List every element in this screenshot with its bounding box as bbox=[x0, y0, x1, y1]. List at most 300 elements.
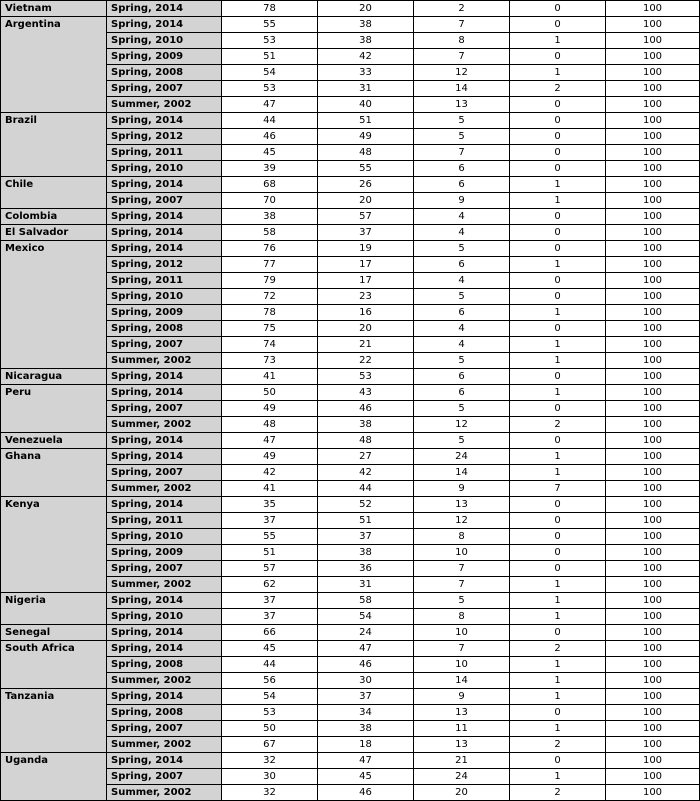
value-cell: 51 bbox=[222, 545, 318, 561]
value-cell: 0 bbox=[510, 113, 606, 129]
value-cell: 100 bbox=[606, 657, 700, 673]
value-cell: 0 bbox=[510, 241, 606, 257]
table-row bbox=[1, 497, 700, 513]
period-cell: Spring, 2010 bbox=[107, 161, 222, 177]
country-cell: Nigeria bbox=[1, 593, 107, 625]
value-cell: 1 bbox=[510, 337, 606, 353]
period-cell: Spring, 2011 bbox=[107, 145, 222, 161]
country-cell: Venezuela bbox=[1, 433, 107, 449]
value-cell: 100 bbox=[606, 289, 700, 305]
value-cell: 7 bbox=[414, 49, 510, 65]
value-cell: 100 bbox=[606, 369, 700, 385]
period-cell: Spring, 2008 bbox=[107, 657, 222, 673]
period-cell: Spring, 2009 bbox=[107, 305, 222, 321]
value-cell: 100 bbox=[606, 721, 700, 737]
value-cell: 4 bbox=[414, 321, 510, 337]
value-cell: 19 bbox=[318, 241, 414, 257]
value-cell: 0 bbox=[510, 129, 606, 145]
value-cell: 100 bbox=[606, 49, 700, 65]
value-cell: 38 bbox=[318, 17, 414, 33]
period-cell: Spring, 2008 bbox=[107, 65, 222, 81]
value-cell: 100 bbox=[606, 641, 700, 657]
value-cell: 100 bbox=[606, 737, 700, 753]
value-cell: 1 bbox=[510, 177, 606, 193]
value-cell: 100 bbox=[606, 33, 700, 49]
value-cell: 100 bbox=[606, 561, 700, 577]
period-cell: Spring, 2007 bbox=[107, 769, 222, 785]
value-cell: 6 bbox=[414, 177, 510, 193]
value-cell: 100 bbox=[606, 481, 700, 497]
value-cell: 100 bbox=[606, 673, 700, 689]
value-cell: 13 bbox=[414, 97, 510, 113]
value-cell: 38 bbox=[318, 33, 414, 49]
value-cell: 6 bbox=[414, 161, 510, 177]
value-cell: 53 bbox=[222, 705, 318, 721]
period-cell: Spring, 2011 bbox=[107, 513, 222, 529]
value-cell: 13 bbox=[414, 737, 510, 753]
value-cell: 13 bbox=[414, 497, 510, 513]
value-cell: 42 bbox=[222, 465, 318, 481]
value-cell: 100 bbox=[606, 625, 700, 641]
value-cell: 0 bbox=[510, 161, 606, 177]
value-cell: 100 bbox=[606, 65, 700, 81]
period-cell: Summer, 2002 bbox=[107, 737, 222, 753]
value-cell: 5 bbox=[414, 593, 510, 609]
value-cell: 51 bbox=[318, 113, 414, 129]
value-cell: 78 bbox=[222, 1, 318, 17]
value-cell: 45 bbox=[318, 769, 414, 785]
value-cell: 58 bbox=[222, 225, 318, 241]
value-cell: 67 bbox=[222, 737, 318, 753]
value-cell: 37 bbox=[318, 689, 414, 705]
value-cell: 43 bbox=[318, 385, 414, 401]
value-cell: 7 bbox=[414, 641, 510, 657]
period-cell: Spring, 2007 bbox=[107, 561, 222, 577]
value-cell: 0 bbox=[510, 529, 606, 545]
value-cell: 100 bbox=[606, 465, 700, 481]
value-cell: 26 bbox=[318, 177, 414, 193]
value-cell: 1 bbox=[510, 33, 606, 49]
value-cell: 46 bbox=[318, 657, 414, 673]
value-cell: 100 bbox=[606, 577, 700, 593]
value-cell: 50 bbox=[222, 385, 318, 401]
period-cell: Spring, 2014 bbox=[107, 625, 222, 641]
value-cell: 31 bbox=[318, 577, 414, 593]
period-cell: Summer, 2002 bbox=[107, 417, 222, 433]
value-cell: 53 bbox=[222, 33, 318, 49]
value-cell: 49 bbox=[222, 449, 318, 465]
value-cell: 32 bbox=[222, 785, 318, 801]
period-cell: Spring, 2014 bbox=[107, 753, 222, 769]
value-cell: 7 bbox=[414, 145, 510, 161]
value-cell: 27 bbox=[318, 449, 414, 465]
value-cell: 45 bbox=[222, 641, 318, 657]
period-cell: Summer, 2002 bbox=[107, 353, 222, 369]
value-cell: 100 bbox=[606, 705, 700, 721]
country-cell: South Africa bbox=[1, 641, 107, 689]
value-cell: 6 bbox=[414, 305, 510, 321]
value-cell: 1 bbox=[510, 593, 606, 609]
value-cell: 46 bbox=[222, 129, 318, 145]
value-cell: 11 bbox=[414, 721, 510, 737]
value-cell: 1 bbox=[510, 385, 606, 401]
value-cell: 100 bbox=[606, 225, 700, 241]
country-cell: Kenya bbox=[1, 497, 107, 593]
value-cell: 4 bbox=[414, 337, 510, 353]
period-cell: Spring, 2010 bbox=[107, 33, 222, 49]
value-cell: 79 bbox=[222, 273, 318, 289]
period-cell: Spring, 2010 bbox=[107, 289, 222, 305]
value-cell: 44 bbox=[318, 481, 414, 497]
value-cell: 0 bbox=[510, 225, 606, 241]
value-cell: 1 bbox=[510, 305, 606, 321]
value-cell: 76 bbox=[222, 241, 318, 257]
value-cell: 20 bbox=[318, 193, 414, 209]
period-cell: Summer, 2002 bbox=[107, 481, 222, 497]
value-cell: 4 bbox=[414, 209, 510, 225]
period-cell: Spring, 2014 bbox=[107, 433, 222, 449]
value-cell: 53 bbox=[318, 369, 414, 385]
value-cell: 0 bbox=[510, 369, 606, 385]
value-cell: 5 bbox=[414, 113, 510, 129]
value-cell: 7 bbox=[414, 17, 510, 33]
table-row bbox=[1, 625, 700, 641]
value-cell: 57 bbox=[318, 209, 414, 225]
value-cell: 100 bbox=[606, 417, 700, 433]
value-cell: 21 bbox=[318, 337, 414, 353]
value-cell: 37 bbox=[222, 593, 318, 609]
value-cell: 100 bbox=[606, 129, 700, 145]
value-cell: 1 bbox=[510, 65, 606, 81]
period-cell: Spring, 2007 bbox=[107, 401, 222, 417]
value-cell: 10 bbox=[414, 625, 510, 641]
value-cell: 48 bbox=[318, 145, 414, 161]
period-cell: Spring, 2008 bbox=[107, 705, 222, 721]
country-cell: Senegal bbox=[1, 625, 107, 641]
value-cell: 100 bbox=[606, 145, 700, 161]
period-cell: Spring, 2011 bbox=[107, 273, 222, 289]
value-cell: 18 bbox=[318, 737, 414, 753]
value-cell: 100 bbox=[606, 513, 700, 529]
value-cell: 100 bbox=[606, 353, 700, 369]
period-cell: Spring, 2014 bbox=[107, 241, 222, 257]
period-cell: Summer, 2002 bbox=[107, 673, 222, 689]
value-cell: 1 bbox=[510, 689, 606, 705]
value-cell: 100 bbox=[606, 193, 700, 209]
value-cell: 49 bbox=[222, 401, 318, 417]
value-cell: 24 bbox=[414, 449, 510, 465]
value-cell: 100 bbox=[606, 545, 700, 561]
value-cell: 54 bbox=[318, 609, 414, 625]
value-cell: 1 bbox=[510, 577, 606, 593]
value-cell: 0 bbox=[510, 545, 606, 561]
value-cell: 39 bbox=[222, 161, 318, 177]
value-cell: 30 bbox=[318, 673, 414, 689]
value-cell: 0 bbox=[510, 273, 606, 289]
value-cell: 35 bbox=[222, 497, 318, 513]
value-cell: 100 bbox=[606, 241, 700, 257]
value-cell: 46 bbox=[318, 401, 414, 417]
period-cell: Spring, 2007 bbox=[107, 193, 222, 209]
value-cell: 100 bbox=[606, 785, 700, 801]
value-cell: 0 bbox=[510, 753, 606, 769]
value-cell: 8 bbox=[414, 609, 510, 625]
period-cell: Spring, 2014 bbox=[107, 497, 222, 513]
value-cell: 30 bbox=[222, 769, 318, 785]
value-cell: 0 bbox=[510, 289, 606, 305]
value-cell: 62 bbox=[222, 577, 318, 593]
value-cell: 100 bbox=[606, 1, 700, 17]
value-cell: 100 bbox=[606, 257, 700, 273]
value-cell: 55 bbox=[318, 161, 414, 177]
value-cell: 10 bbox=[414, 657, 510, 673]
value-cell: 100 bbox=[606, 769, 700, 785]
value-cell: 100 bbox=[606, 689, 700, 705]
period-cell: Spring, 2010 bbox=[107, 609, 222, 625]
value-cell: 0 bbox=[510, 625, 606, 641]
value-cell: 100 bbox=[606, 449, 700, 465]
value-cell: 36 bbox=[318, 561, 414, 577]
table-row bbox=[1, 449, 700, 465]
value-cell: 9 bbox=[414, 689, 510, 705]
value-cell: 100 bbox=[606, 433, 700, 449]
value-cell: 58 bbox=[318, 593, 414, 609]
value-cell: 0 bbox=[510, 513, 606, 529]
value-cell: 1 bbox=[510, 657, 606, 673]
value-cell: 5 bbox=[414, 433, 510, 449]
value-cell: 4 bbox=[414, 273, 510, 289]
value-cell: 78 bbox=[222, 305, 318, 321]
value-cell: 68 bbox=[222, 177, 318, 193]
value-cell: 48 bbox=[222, 417, 318, 433]
value-cell: 100 bbox=[606, 113, 700, 129]
table-row bbox=[1, 689, 700, 705]
period-cell: Spring, 2014 bbox=[107, 449, 222, 465]
value-cell: 47 bbox=[318, 753, 414, 769]
value-cell: 100 bbox=[606, 17, 700, 33]
value-cell: 100 bbox=[606, 209, 700, 225]
value-cell: 24 bbox=[318, 625, 414, 641]
value-cell: 1 bbox=[510, 449, 606, 465]
value-cell: 45 bbox=[222, 145, 318, 161]
value-cell: 34 bbox=[318, 705, 414, 721]
country-cell: Tanzania bbox=[1, 689, 107, 753]
value-cell: 42 bbox=[318, 49, 414, 65]
value-cell: 12 bbox=[414, 65, 510, 81]
value-cell: 100 bbox=[606, 401, 700, 417]
table-row bbox=[1, 1, 700, 17]
period-cell: Spring, 2007 bbox=[107, 81, 222, 97]
value-cell: 1 bbox=[510, 769, 606, 785]
period-cell: Spring, 2014 bbox=[107, 17, 222, 33]
value-cell: 100 bbox=[606, 81, 700, 97]
value-cell: 2 bbox=[510, 417, 606, 433]
value-cell: 52 bbox=[318, 497, 414, 513]
value-cell: 100 bbox=[606, 321, 700, 337]
value-cell: 100 bbox=[606, 97, 700, 113]
country-cell: Brazil bbox=[1, 113, 107, 177]
value-cell: 100 bbox=[606, 337, 700, 353]
table-row bbox=[1, 753, 700, 769]
value-cell: 37 bbox=[222, 609, 318, 625]
value-cell: 42 bbox=[318, 465, 414, 481]
value-cell: 41 bbox=[222, 369, 318, 385]
value-cell: 17 bbox=[318, 257, 414, 273]
period-cell: Spring, 2014 bbox=[107, 385, 222, 401]
value-cell: 1 bbox=[510, 193, 606, 209]
value-cell: 5 bbox=[414, 401, 510, 417]
value-cell: 32 bbox=[222, 753, 318, 769]
value-cell: 9 bbox=[414, 193, 510, 209]
value-cell: 47 bbox=[222, 97, 318, 113]
country-cell: Mexico bbox=[1, 241, 107, 369]
period-cell: Spring, 2009 bbox=[107, 49, 222, 65]
value-cell: 46 bbox=[318, 785, 414, 801]
value-cell: 100 bbox=[606, 161, 700, 177]
value-cell: 1 bbox=[510, 673, 606, 689]
country-cell: Ghana bbox=[1, 449, 107, 497]
value-cell: 51 bbox=[222, 49, 318, 65]
period-cell: Spring, 2010 bbox=[107, 529, 222, 545]
value-cell: 0 bbox=[510, 497, 606, 513]
table-row bbox=[1, 225, 700, 241]
value-cell: 72 bbox=[222, 289, 318, 305]
value-cell: 0 bbox=[510, 433, 606, 449]
country-cell: Argentina bbox=[1, 17, 107, 113]
value-cell: 7 bbox=[510, 481, 606, 497]
value-cell: 7 bbox=[414, 561, 510, 577]
value-cell: 100 bbox=[606, 609, 700, 625]
value-cell: 77 bbox=[222, 257, 318, 273]
value-cell: 44 bbox=[222, 113, 318, 129]
value-cell: 17 bbox=[318, 273, 414, 289]
value-cell: 6 bbox=[414, 385, 510, 401]
country-cell: El Salvador bbox=[1, 225, 107, 241]
value-cell: 38 bbox=[318, 417, 414, 433]
value-cell: 13 bbox=[414, 705, 510, 721]
value-cell: 1 bbox=[510, 465, 606, 481]
value-cell: 24 bbox=[414, 769, 510, 785]
country-cell: Nicaragua bbox=[1, 369, 107, 385]
value-cell: 56 bbox=[222, 673, 318, 689]
table-row bbox=[1, 369, 700, 385]
table-row bbox=[1, 433, 700, 449]
value-cell: 100 bbox=[606, 385, 700, 401]
value-cell: 38 bbox=[318, 721, 414, 737]
value-cell: 49 bbox=[318, 129, 414, 145]
value-cell: 5 bbox=[414, 241, 510, 257]
period-cell: Summer, 2002 bbox=[107, 97, 222, 113]
value-cell: 100 bbox=[606, 753, 700, 769]
value-cell: 41 bbox=[222, 481, 318, 497]
value-cell: 6 bbox=[414, 257, 510, 273]
value-cell: 37 bbox=[318, 225, 414, 241]
table-row bbox=[1, 641, 700, 657]
value-cell: 1 bbox=[510, 721, 606, 737]
table-row bbox=[1, 385, 700, 401]
value-cell: 22 bbox=[318, 353, 414, 369]
country-cell: Peru bbox=[1, 385, 107, 433]
value-cell: 2 bbox=[510, 737, 606, 753]
value-cell: 9 bbox=[414, 481, 510, 497]
period-cell: Spring, 2014 bbox=[107, 689, 222, 705]
value-cell: 5 bbox=[414, 289, 510, 305]
value-cell: 40 bbox=[318, 97, 414, 113]
value-cell: 100 bbox=[606, 593, 700, 609]
period-cell: Summer, 2002 bbox=[107, 785, 222, 801]
value-cell: 14 bbox=[414, 465, 510, 481]
period-cell: Spring, 2007 bbox=[107, 721, 222, 737]
value-cell: 0 bbox=[510, 401, 606, 417]
value-cell: 73 bbox=[222, 353, 318, 369]
value-cell: 37 bbox=[318, 529, 414, 545]
value-cell: 100 bbox=[606, 497, 700, 513]
value-cell: 100 bbox=[606, 305, 700, 321]
period-cell: Spring, 2008 bbox=[107, 321, 222, 337]
period-cell: Spring, 2007 bbox=[107, 465, 222, 481]
value-cell: 53 bbox=[222, 81, 318, 97]
value-cell: 1 bbox=[510, 353, 606, 369]
value-cell: 54 bbox=[222, 689, 318, 705]
value-cell: 38 bbox=[222, 209, 318, 225]
value-cell: 4 bbox=[414, 225, 510, 241]
period-cell: Spring, 2007 bbox=[107, 337, 222, 353]
value-cell: 74 bbox=[222, 337, 318, 353]
period-cell: Spring, 2014 bbox=[107, 177, 222, 193]
value-cell: 12 bbox=[414, 513, 510, 529]
value-cell: 7 bbox=[414, 577, 510, 593]
table-body bbox=[1, 1, 700, 801]
value-cell: 100 bbox=[606, 273, 700, 289]
value-cell: 38 bbox=[318, 545, 414, 561]
table-row bbox=[1, 177, 700, 193]
period-cell: Spring, 2009 bbox=[107, 545, 222, 561]
value-cell: 14 bbox=[414, 81, 510, 97]
value-cell: 6 bbox=[414, 369, 510, 385]
value-cell: 50 bbox=[222, 721, 318, 737]
value-cell: 51 bbox=[318, 513, 414, 529]
value-cell: 66 bbox=[222, 625, 318, 641]
value-cell: 31 bbox=[318, 81, 414, 97]
value-cell: 5 bbox=[414, 129, 510, 145]
period-cell: Spring, 2014 bbox=[107, 1, 222, 17]
value-cell: 8 bbox=[414, 33, 510, 49]
value-cell: 100 bbox=[606, 177, 700, 193]
value-cell: 0 bbox=[510, 209, 606, 225]
value-cell: 10 bbox=[414, 545, 510, 561]
period-cell: Spring, 2014 bbox=[107, 113, 222, 129]
period-cell: Spring, 2012 bbox=[107, 257, 222, 273]
value-cell: 57 bbox=[222, 561, 318, 577]
value-cell: 23 bbox=[318, 289, 414, 305]
value-cell: 16 bbox=[318, 305, 414, 321]
value-cell: 0 bbox=[510, 321, 606, 337]
value-cell: 20 bbox=[414, 785, 510, 801]
value-cell: 0 bbox=[510, 705, 606, 721]
value-cell: 55 bbox=[222, 17, 318, 33]
table-row bbox=[1, 17, 700, 33]
country-cell: Chile bbox=[1, 177, 107, 209]
table-row bbox=[1, 209, 700, 225]
value-cell: 0 bbox=[510, 1, 606, 17]
value-cell: 21 bbox=[414, 753, 510, 769]
value-cell: 54 bbox=[222, 65, 318, 81]
value-cell: 2 bbox=[510, 641, 606, 657]
value-cell: 47 bbox=[318, 641, 414, 657]
period-cell: Spring, 2014 bbox=[107, 369, 222, 385]
value-cell: 20 bbox=[318, 1, 414, 17]
value-cell: 100 bbox=[606, 529, 700, 545]
